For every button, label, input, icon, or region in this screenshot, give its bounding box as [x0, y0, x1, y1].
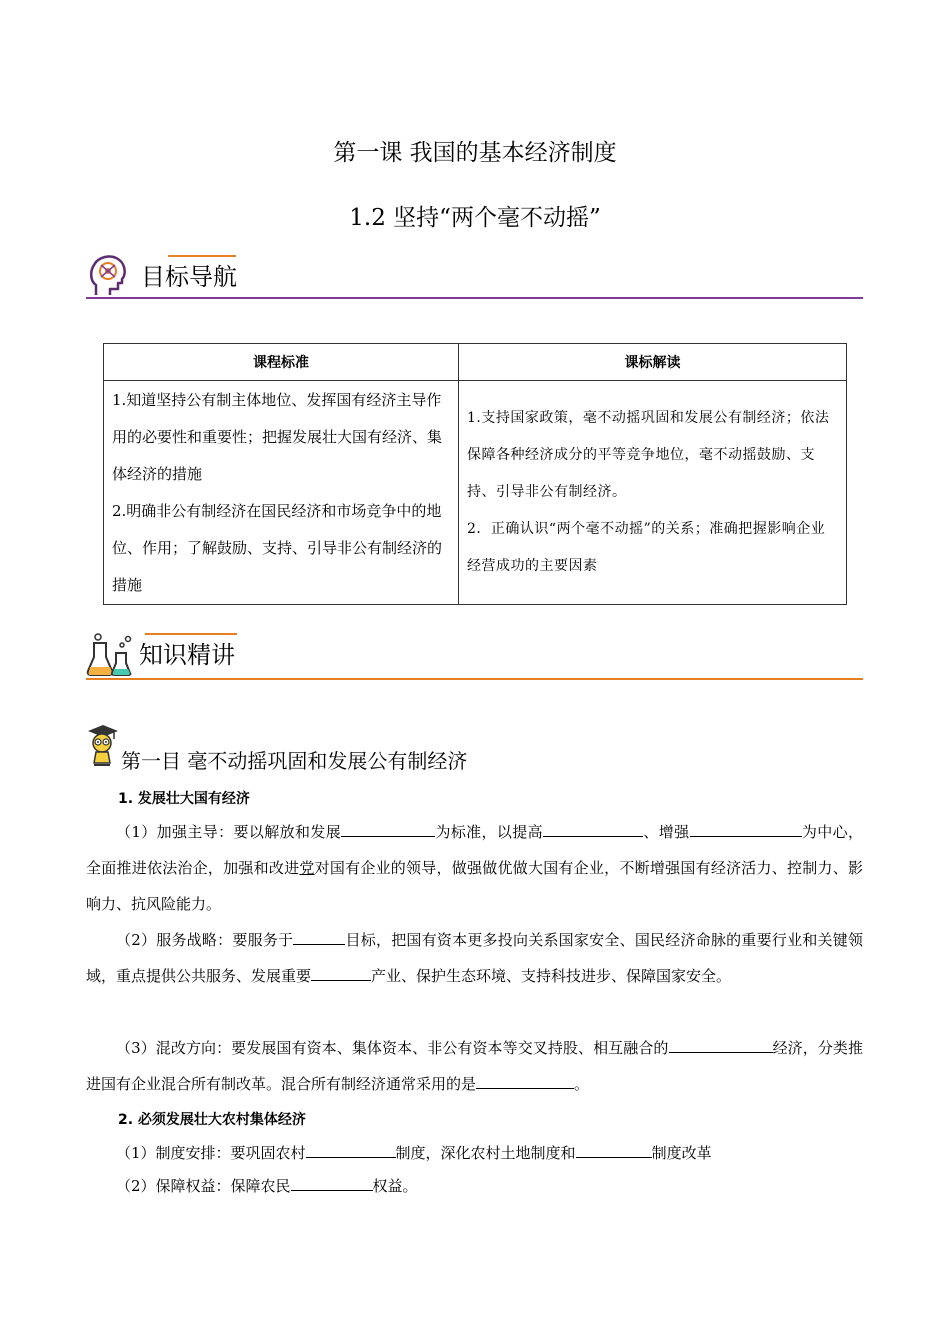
- text-segment: 。: [574, 1075, 590, 1093]
- section-divider: [86, 297, 863, 299]
- section-heading-goals: 目标导航: [141, 263, 237, 291]
- standard-cell: [104, 381, 459, 605]
- fill-in-blank[interactable]: [690, 818, 802, 837]
- text-segment: 经济，分类推进国有企业混合所有制改革。混合所有制经济通常采用的是: [86, 1039, 863, 1093]
- fill-in-blank[interactable]: [341, 818, 435, 837]
- content-paragraph: [116, 1135, 712, 1171]
- fill-in-blank[interactable]: [291, 1172, 373, 1191]
- table-header-standard: 课程标准: [104, 344, 459, 381]
- text-segment: （1）制度安排：要巩固农村: [116, 1144, 306, 1162]
- page-title: 第一课 我国的基本经济制度: [333, 140, 617, 166]
- text-segment: 制度改革: [651, 1144, 712, 1162]
- text-segment: 目标，把国有资本更多投向关系国家安全、国民经济命脉的重要行业和关键领域，重点提供公共服务、发展重要: [86, 931, 863, 985]
- text-segment: 为中心，全面推进依法治企，加强和改进: [86, 823, 863, 877]
- subsection-heading: 第一目 毫不动摇巩固和发展公有制经济: [121, 749, 468, 773]
- graduate-mascot-icon: [86, 723, 120, 767]
- fill-in-blank[interactable]: [543, 818, 643, 837]
- flask-icon: [86, 631, 134, 677]
- section-heading-knowledge: 知识精讲: [139, 641, 235, 669]
- text-segment: 党: [299, 859, 315, 877]
- text-segment: （2）保障权益：保障农民: [116, 1177, 291, 1195]
- interpretation-cell: [459, 381, 847, 605]
- brain-head-icon: [88, 251, 130, 297]
- content-paragraph: [86, 814, 863, 922]
- section-divider: [86, 678, 863, 680]
- table-header-interpretation: 课标解读: [459, 344, 847, 381]
- standards-table: [103, 343, 847, 605]
- text-segment: （2）服务战略：要服务于: [116, 931, 294, 949]
- text-segment: （1）加强主导：要以解放和发展: [116, 823, 342, 841]
- text-segment: 产业、保护生态环境、支持科技进步、保障国家安全。: [371, 967, 732, 985]
- text-segment: 、增强: [643, 823, 690, 841]
- text-segment: 对国有企业的领导，做强做优做大国有企业，不断增强国有经济活力、控制力、影响力、抗风险能力。: [86, 859, 863, 913]
- text-segment: 权益。: [372, 1177, 418, 1195]
- content-heading: 1. 发展壮大国有经济: [118, 791, 250, 807]
- page-subtitle: 1.2 坚持“两个毫不动摇”: [349, 205, 601, 231]
- fill-in-blank[interactable]: [311, 962, 371, 981]
- fill-in-blank[interactable]: [669, 1034, 773, 1053]
- text-segment: （3）混改方向：要发展国有资本、集体资本、非公有资本等交叉持股、相互融合的: [116, 1039, 669, 1057]
- content-heading: 2. 必须发展壮大农村集体经济: [118, 1112, 306, 1128]
- content-paragraph: [86, 922, 863, 994]
- standard-item: 1.知道坚持公有制主体地位、发挥国有经济主导作用的必要性和重要性；把握发展壮大国有经济、集体经济的措施: [112, 391, 443, 483]
- fill-in-blank[interactable]: [576, 1139, 652, 1158]
- fill-in-blank[interactable]: [476, 1070, 574, 1089]
- text-segment: 为标准，以提高: [435, 823, 544, 841]
- fill-in-blank[interactable]: [306, 1139, 396, 1158]
- fill-in-blank[interactable]: [293, 926, 345, 945]
- standard-item: 2.明确非公有制经济在国民经济和市场竞争中的地位、作用；了解鼓励、支持、引导非公有制经济的措施: [112, 502, 443, 594]
- content-paragraph: [116, 1168, 418, 1204]
- text-segment: 制度，深化农村土地制度和: [395, 1144, 576, 1162]
- interpretation-item: 1.支持国家政策，毫不动摇巩固和发展公有制经济；依法保障各种经济成分的平等竞争地位，毫不动摇鼓励、支持、引导非公有制经济。: [467, 410, 830, 500]
- interpretation-item: 2．正确认识“两个毫不动摇”的关系；准确把握影响企业经营成功的主要因素: [467, 521, 826, 574]
- content-paragraph: [86, 1030, 863, 1102]
